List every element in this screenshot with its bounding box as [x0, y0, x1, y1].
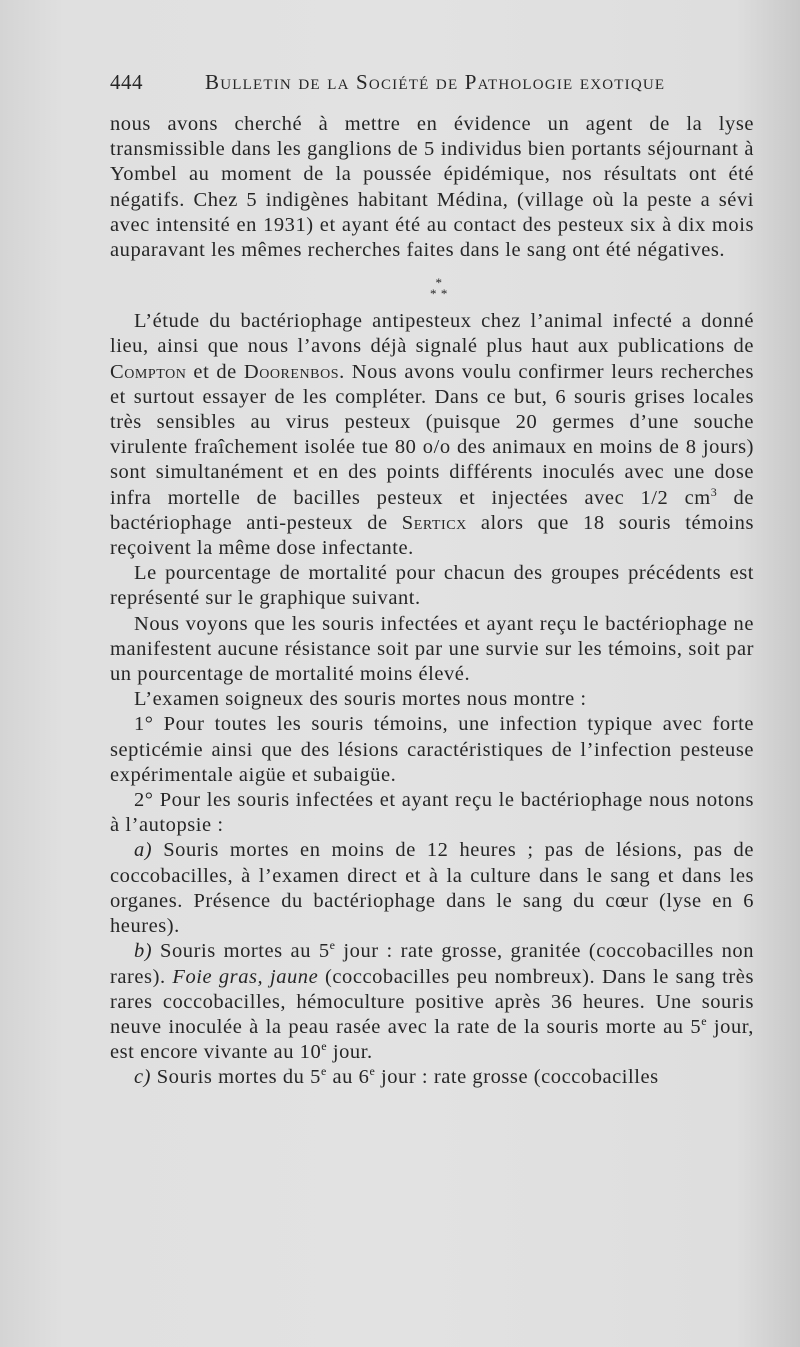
item-text-1: Pour toutes les souris témoins, une infection typique avec forte septicémie ainsi que des lésions caractéristiques de l’infection pesteuse expérimentale aigüe et subaigüe. [110, 713, 754, 786]
p2-text-5: alors que 18 souris témoins reçoivent la même dose infectante. [110, 511, 754, 560]
paragraph-8 [110, 838, 754, 939]
paragraph-3: Le pourcentage de mortalité pour chacun des groupes précédents est représenté sur le graphique suivant. [110, 562, 754, 610]
item-label-c: c) [134, 1066, 152, 1089]
item-text-a: Souris mortes en moins de 12 heures ; pas de lésions, pas de coccobacilles, à l’examen direct et à la culture dans le sang et dans les organes. Présence du bactériophage dans le sang du cœur (lyse en 6 heures). [110, 839, 754, 938]
item-number-1: 1° [134, 713, 154, 736]
author-compton: Compton [110, 360, 187, 383]
p9-sup-2: e [701, 1014, 708, 1029]
p9-text-5: jour. [327, 1041, 373, 1064]
paragraph-4: Nous voyons que les souris infectées et ayant reçu le bactériophage ne manifestent aucune résistance soit par une survie sur les témoins, soit par un pourcentage de mortalité moins élevé. [110, 612, 754, 686]
paragraph-7 [110, 788, 754, 838]
p9-italic: Foie gras, jaune [172, 965, 319, 988]
paragraph-6 [110, 712, 754, 788]
paragraph-2 [110, 309, 754, 561]
running-header [110, 70, 754, 104]
p2-superscript: 3 [710, 484, 718, 499]
p10-sup-1: e [320, 1064, 327, 1079]
section-separator [110, 275, 754, 302]
p10-text-3: jour : rate grosse (coccobacilles [375, 1066, 659, 1089]
journal-title: Bulletin de la Société de Pathologie exotique [205, 70, 666, 94]
paragraph-1: nous avons cherché à mettre en évidence un agent de la lyse transmissible dans les ganglions de 5 individus bien portants séjournant à Yombel au moment de la poussée épidémique, nos résultats ont été négatifs. Chez 5 indigènes habitant Médina, (village où la peste a sévi avec intensité en 1931) et ayant été au contact des pesteux six à dix mois auparavant les mêmes recherches faites dans le sang ont été négatives. [110, 113, 754, 262]
item-text-2: Pour les souris infectées et ayant reçu le bactériophage nous notons à l’autopsie : [110, 789, 754, 837]
p10-sup-2: e [369, 1064, 376, 1079]
p9-text-3: (coccobacilles peu nombreux). Dans le sang très rares coccobacilles, hémoculture positive après 36 heures. Une souris neuve inoculée à la peau rasée avec la rate de la souris morte au 5 [110, 965, 754, 1038]
p2-text-4: de bactériophage anti-pesteux de [110, 486, 755, 534]
p10-text-1: Souris mortes du 5 [151, 1066, 321, 1089]
paragraph-10 [110, 1065, 754, 1090]
p9-text-1: Souris mortes au 5 [152, 940, 330, 963]
separator-stars-bottom: * * [430, 286, 448, 302]
page-number: 444 [110, 70, 143, 94]
p2-text-1: L’étude du bactériophage antipesteux chez l’animal infecté a donné lieu, ainsi que nous l’avons déjà signalé plus haut aux publications de [110, 310, 754, 358]
p9-sup-1: e [329, 938, 336, 953]
p2-text-3: . Nous avons voulu confirmer leurs recherches et surtout essayer de les compléter. Dans ce but, 6 souris grises locales très sensibles au virus pesteux (puisque 20 germes d’une souche virulente fraîchement isolée tue 80 o/o des animaux en moins de 8 jours) sont simultanément et en des points différents inoculés avec une dose infra mortelle de bacilles pesteux et injectées avec 1/2 cm [110, 360, 754, 509]
p9-text-4: jour, est encore vivante au 10 [110, 1015, 754, 1064]
paragraph-5: L’examen soigneux des souris mortes nous montre : [134, 688, 587, 711]
item-label-a: a) [134, 839, 153, 862]
author-doorenbos: Doorenbos [243, 360, 340, 383]
p2-text-2: et de [186, 360, 244, 383]
p9-text-2: jour : rate grosse, granitée (coccobacilles non rares). [110, 940, 755, 988]
item-label-b: b) [134, 940, 153, 963]
p10-text-2: au 6 [326, 1066, 370, 1089]
paragraph-9 [110, 939, 754, 1065]
p9-sup-3: e [321, 1039, 328, 1054]
author-serticx: Serticx [401, 511, 467, 534]
body-text [110, 112, 754, 1091]
item-number-2: 2° [134, 789, 154, 812]
separator-star-top: * [435, 275, 443, 291]
